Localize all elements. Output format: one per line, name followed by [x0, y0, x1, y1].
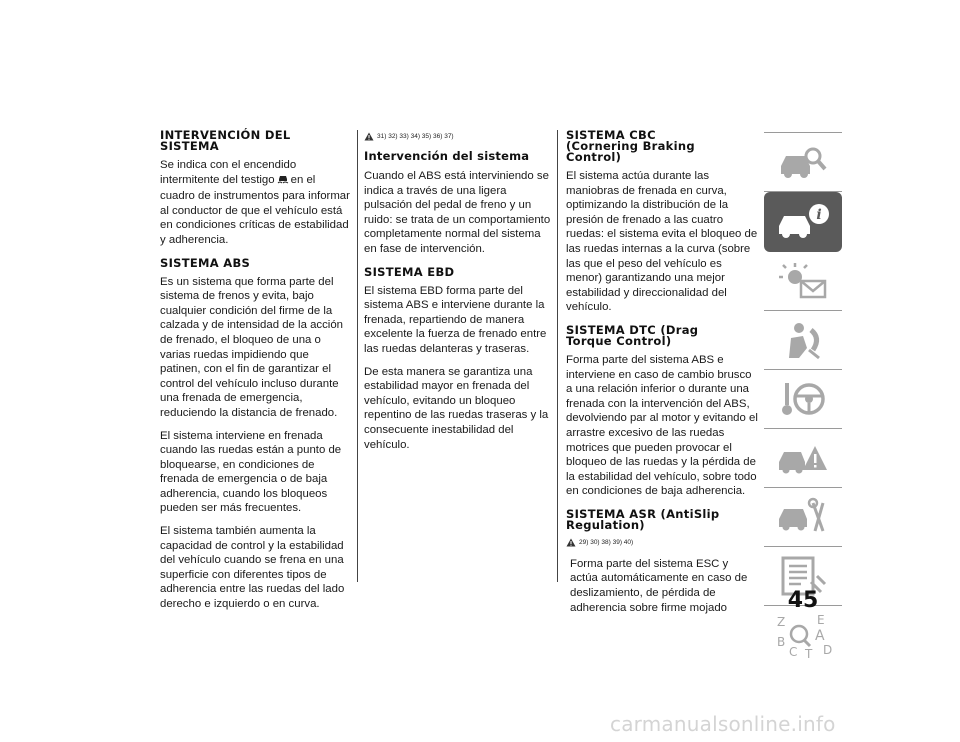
- car-service-icon: [777, 497, 829, 537]
- esc-warning-light-icon: [277, 174, 289, 190]
- warning-triangle-icon: [364, 132, 374, 141]
- svg-text:A: A: [815, 628, 825, 644]
- warning-lights-icon: [777, 261, 829, 301]
- paragraph-ebd-2: De esta manera se garantiza una estabilidad mayor en frenada del vehículo, evitando un bloqueo repentino de las ruedas traseras y la consecuente inestabilidad del vehículo.: [364, 365, 549, 451]
- car-info-icon: [775, 202, 831, 242]
- tab-steering-key[interactable]: [764, 370, 842, 429]
- column-divider-2: [557, 130, 558, 582]
- svg-text:D: D: [823, 643, 833, 657]
- steering-key-icon: [777, 379, 829, 419]
- svg-text:B: B: [777, 635, 786, 649]
- svg-text:T: T: [805, 647, 813, 660]
- watermark: carmanualsonline.info: [610, 712, 836, 736]
- emergency-car-icon: [777, 438, 829, 478]
- paragraph-abs-2: El sistema interviene en frenada cuando las ruedas están a punto de bloquearse, en condiciones de frenada de emergencia o de baja adherencia, cuando los bloqueos pueden ser más frecuentes.: [160, 429, 342, 515]
- warning-references-asr: 29) 30) 38) 39) 40): [566, 537, 758, 549]
- column-divider-1: [357, 130, 358, 582]
- tab-car-info[interactable]: [764, 192, 842, 252]
- tab-index[interactable]: [764, 606, 842, 664]
- warning-triangle-icon: [566, 538, 576, 547]
- tab-airbag-seat[interactable]: [764, 311, 842, 370]
- paragraph-abs-3: El sistema también aumenta la capacidad de control y la estabilidad del vehículo cuando se frena en una superficie con diferentes tipos de adherencia entre las ruedas del lado derecho e izquierdo o en curva.: [160, 525, 345, 611]
- paragraph-dtc: Forma parte del sistema ABS e interviene en caso de cambio brusco a una relación inferior o durante una frenada con la intervención del ABS, devolviendo par al motor y evitando el arrastre excesivo de las ruedas motrices que pueden provocar el bloqueo de las ruedas y la pérdida de la estabilidad del vehículo, sobre todo en condiciones de baja adherencia.: [566, 353, 758, 498]
- column-left: [160, 130, 352, 620]
- svg-text:Z: Z: [777, 615, 786, 629]
- svg-text:C: C: [789, 645, 798, 659]
- page-number: 45: [787, 588, 819, 613]
- tab-warning-lights[interactable]: [764, 252, 842, 311]
- tab-car-service[interactable]: [764, 488, 842, 547]
- svg-text:E: E: [817, 613, 825, 627]
- paragraph-asr: Forma parte del sistema ESC y actúa automáticamente en caso de deslizamiento, de pérdida de adherencia sobre firme mojado: [570, 557, 748, 614]
- heading-sistema-cbc: SISTEMA CBC (Cornering Braking Control): [566, 128, 695, 164]
- paragraph-cbc: El sistema actúa durante las maniobras de frenada en curva, optimizando la distribución de la presión de frenado a las cuatro ruedas: el sistema evita el bloqueo de las ruedas internas a la curva (sobre las que el peso del vehículo es menor) garantizando una mejor estabilidad y direccionalidad del vehículo.: [566, 170, 758, 314]
- chapter-sidebar: [764, 132, 842, 664]
- heading-sistema-asr: SISTEMA ASR (AntiSlip Regulation): [566, 506, 720, 532]
- warning-references: 31) 32) 33) 34) 35) 36) 37): [364, 130, 552, 142]
- heading-intervencion-del-sistema-sub: Intervención del sistema: [364, 149, 530, 163]
- airbag-seat-icon: [777, 320, 829, 360]
- paragraph-ebd-1: El sistema EBD forma parte del sistema ABS e interviene durante la frenada, repartiendo de manera excelente la fuerza de frenado entre las ruedas delanteras y traseras.: [364, 284, 547, 355]
- heading-intervencion-del-sistema: INTERVENCIÓN DEL SISTEMA: [160, 128, 291, 153]
- car-search-icon: [777, 142, 829, 182]
- paragraph-abs-1: Es un sistema que forma parte del sistema de frenos y evita, bajo cualquier condición del firme de la calzada y de intensidad de la acción de frenado, el bloqueo de una o varias ruedas impidiendo que patinen, con el fin de garantizar el control del vehículo incluso durante una frenada de emergencia, reduciendo la distancia de frenado.: [160, 275, 344, 419]
- column-middle: [364, 130, 552, 460]
- column-right: [566, 130, 758, 623]
- tab-emergency[interactable]: [764, 429, 842, 488]
- heading-sistema-abs: SISTEMA ABS: [160, 255, 251, 270]
- alphabet-index-icon: [773, 610, 833, 660]
- heading-sistema-ebd: SISTEMA EBD: [364, 264, 455, 279]
- paragraph-intervencion-abs: Cuando el ABS está interviniendo se indica a través de una ligera pulsación del pedal de freno y un ruido: se trata de un comportamiento completamente normal del sistema en fase de intervención.: [364, 170, 551, 255]
- tab-car-search[interactable]: [764, 132, 842, 192]
- paragraph-intervencion: Se indica con el encendido intermitente del testigo en el cuadro de instrumentos para informar al conductor de que el vehículo está en condiciones críticas de estabilidad y adherencia.: [160, 159, 350, 246]
- heading-sistema-dtc: SISTEMA DTC (Drag Torque Control): [566, 322, 699, 348]
- svg-text:i: i: [816, 207, 822, 223]
